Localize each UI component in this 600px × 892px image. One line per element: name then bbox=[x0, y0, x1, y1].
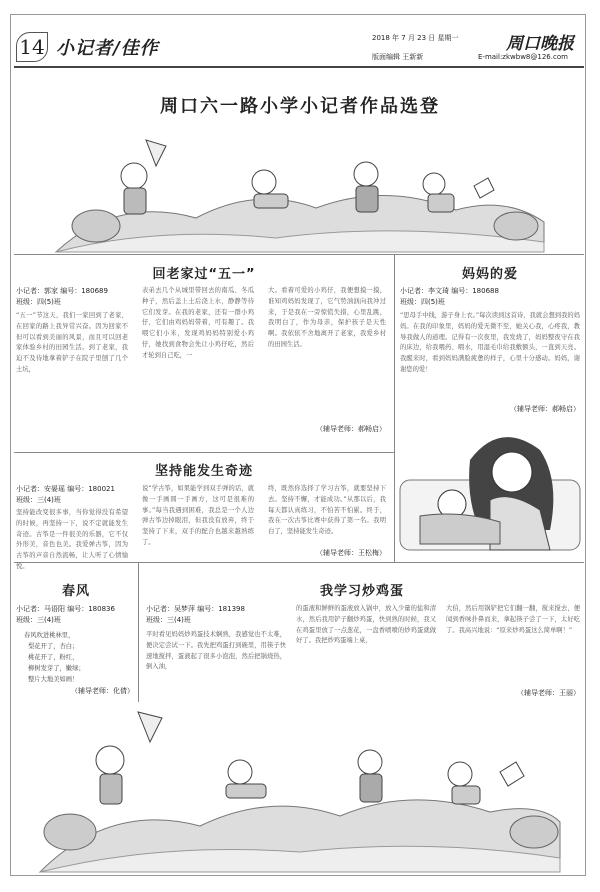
page-title: 周口六一路小学小记者作品选登 bbox=[160, 96, 440, 117]
children-reading-illustration bbox=[40, 702, 560, 872]
section-title: 小记者/佳作 bbox=[56, 38, 159, 59]
article-title: 春风 bbox=[61, 584, 90, 599]
editor-line: 版面编辑 王新新 bbox=[372, 53, 424, 61]
poem-text: 春风吹进桃林里， 梨花开了，杏白； 桃花开了，粉红， 柳树发芽了，嫩绿； 整片大地美如画！ bbox=[24, 632, 85, 683]
page-number: 14 bbox=[16, 32, 48, 62]
teacher-credit: （辅导老师：王丽） bbox=[517, 689, 580, 697]
article-text: “五一”节这天，我们一家回到了老家，在回家的路上我异常兴奋。因为回家不但可以看到美丽的风景，而且可以回老家体验乡村的田园生活。到了老家，我迫不及待地拿着铲子在院子里刨了几个土坑， bbox=[16, 312, 128, 373]
teacher-credit: （辅导老师：化倩） bbox=[71, 687, 134, 695]
article-text: 终，既然你选择了学习古筝，就要坚持下去。坚持不懈，才能成功。”从那以后，我每天都认真练习，不怕苦不怕累。终于，我在一次古筝比赛中获得了第一名。我明白了，坚持能发生奇迹。 bbox=[268, 485, 386, 536]
header-rule bbox=[14, 66, 584, 68]
teacher-credit: （辅导老师：郝畅启） bbox=[316, 425, 386, 433]
article-class: 班级：三(4)班 bbox=[16, 496, 61, 504]
article-text: “思母手中线，游子身上衣。”每次读到这首诗，我就会想到我的妈妈。在我的印象里，妈妈的爱无微不至，她关心我，心疼我，教导我做人的道理。记得有一次夜里，我发烧了，妈妈整夜守在我的床边，给我喂药、喂水，用湿毛巾给我敷额头，一直到天亮。我醒来时，看到妈妈满脸疲惫的样子，心里十分感动。妈妈，谢谢您的爱！ bbox=[400, 312, 580, 373]
article-text: 大。看着可爱的小鸡仔，我便想摸一摸，谁知鸡妈妈发现了，它气势汹汹向我冲过来，于是我在一旁惊慌失措，心里乱跳，我明白了，作为母亲，保护孩子是天性啊。我依依不舍地离开了老家，我爱乡村的田园生活。 bbox=[268, 287, 386, 348]
article-author: 小记者：李文琦 编号：180688 bbox=[400, 287, 499, 295]
article-text: 坚持能改变很多事，当你觉得没有希望的时候，再坚持一下，说不定就能发生奇迹。古筝是一件很美的乐器，它不仅外形美，音色也美。我爱弹古筝，因为古筝的声音自然流畅，让人听了心情愉悦。 bbox=[16, 509, 128, 570]
children-reading-illustration bbox=[56, 126, 544, 252]
article-title: 我学习炒鸡蛋 bbox=[319, 584, 404, 599]
article-class: 班级：三(4)班 bbox=[146, 616, 191, 624]
article-class: 班级：三(4)班 bbox=[16, 616, 61, 624]
article-class: 班级：四(5)班 bbox=[400, 298, 445, 306]
date-line: 2018 年 7 月 23 日 星期一 bbox=[372, 34, 459, 42]
article-text: 说“学古筝，如果能学到双手弹的话，就像一手画圆一手画方，这可是很难的事。”每当我遇到困难，我总是一个人边弹古筝边掉眼泪，但我没有放弃，终于坚持了下来，双手的配合也越来越熟练了。 bbox=[142, 485, 254, 546]
divider bbox=[14, 562, 584, 563]
article-text: 平时看见妈妈炒鸡蛋技术娴熟，我感觉也不太难，便决定尝试一下。我先把鸡蛋打到碗里，用筷子快速地搅拌，蛋液起了很多小泡泡，然后把锅烧热，倒入油， bbox=[146, 631, 286, 671]
article-text: 表弟去几个从城里带回去的南瓜、冬瓜种子，然后盖上土后浇上水，静静等待它们发芽。在我的老家，还有一群小鸡仔，它们由鸡妈妈带着，可有趣了。我喂它们小米，发现鸡妈妈特别爱小鸡仔，她找到食物会先让小鸡仔吃，然后才轮到自己吃，一 bbox=[142, 287, 254, 359]
article-text: 的蛋液和鲜鲜的蛋液放入锅中，放入少量的盐和清水，然后我用铲子翻炒鸡蛋，快到熟的时候，我又在鸡蛋里放了一点葱花，一盘香喷喷的炒鸡蛋就做好了。我把炒鸡蛋端上桌， bbox=[296, 605, 436, 645]
article-author: 小记者：吴梦萍 编号：181398 bbox=[146, 605, 245, 613]
article-author: 小记者：安晏瑶 编号：180021 bbox=[16, 485, 115, 493]
article-class: 班级：四(5)班 bbox=[16, 298, 61, 306]
article-text: 大伯，然后用锅铲把它们翻一翻，搅来搅去，便闻到香味扑鼻而来，拿起筷子尝了一下，太好吃了。我高兴地说：“原来炒鸡蛋这么简单啊！” bbox=[446, 605, 580, 634]
divider bbox=[138, 562, 139, 702]
teacher-credit: （辅导老师：郝畅启） bbox=[510, 405, 580, 413]
article-author: 小记者：郭家 编号：180689 bbox=[16, 287, 108, 295]
divider bbox=[394, 254, 395, 562]
teacher-credit: （辅导老师：王松梅） bbox=[316, 549, 386, 557]
divider bbox=[14, 452, 394, 453]
email-line: E-mail:zkwbw8@126.com bbox=[478, 53, 568, 61]
mother-child-illustration bbox=[400, 420, 580, 558]
article-title: 妈妈的爱 bbox=[461, 267, 518, 282]
article-author: 小记者：马语阳 编号：180836 bbox=[16, 605, 115, 613]
divider bbox=[14, 254, 584, 255]
article-title: 回老家过“五一” bbox=[152, 267, 256, 282]
masthead-logo: 周口晚报 bbox=[506, 34, 574, 54]
article-title: 坚持能发生奇迹 bbox=[154, 464, 253, 479]
